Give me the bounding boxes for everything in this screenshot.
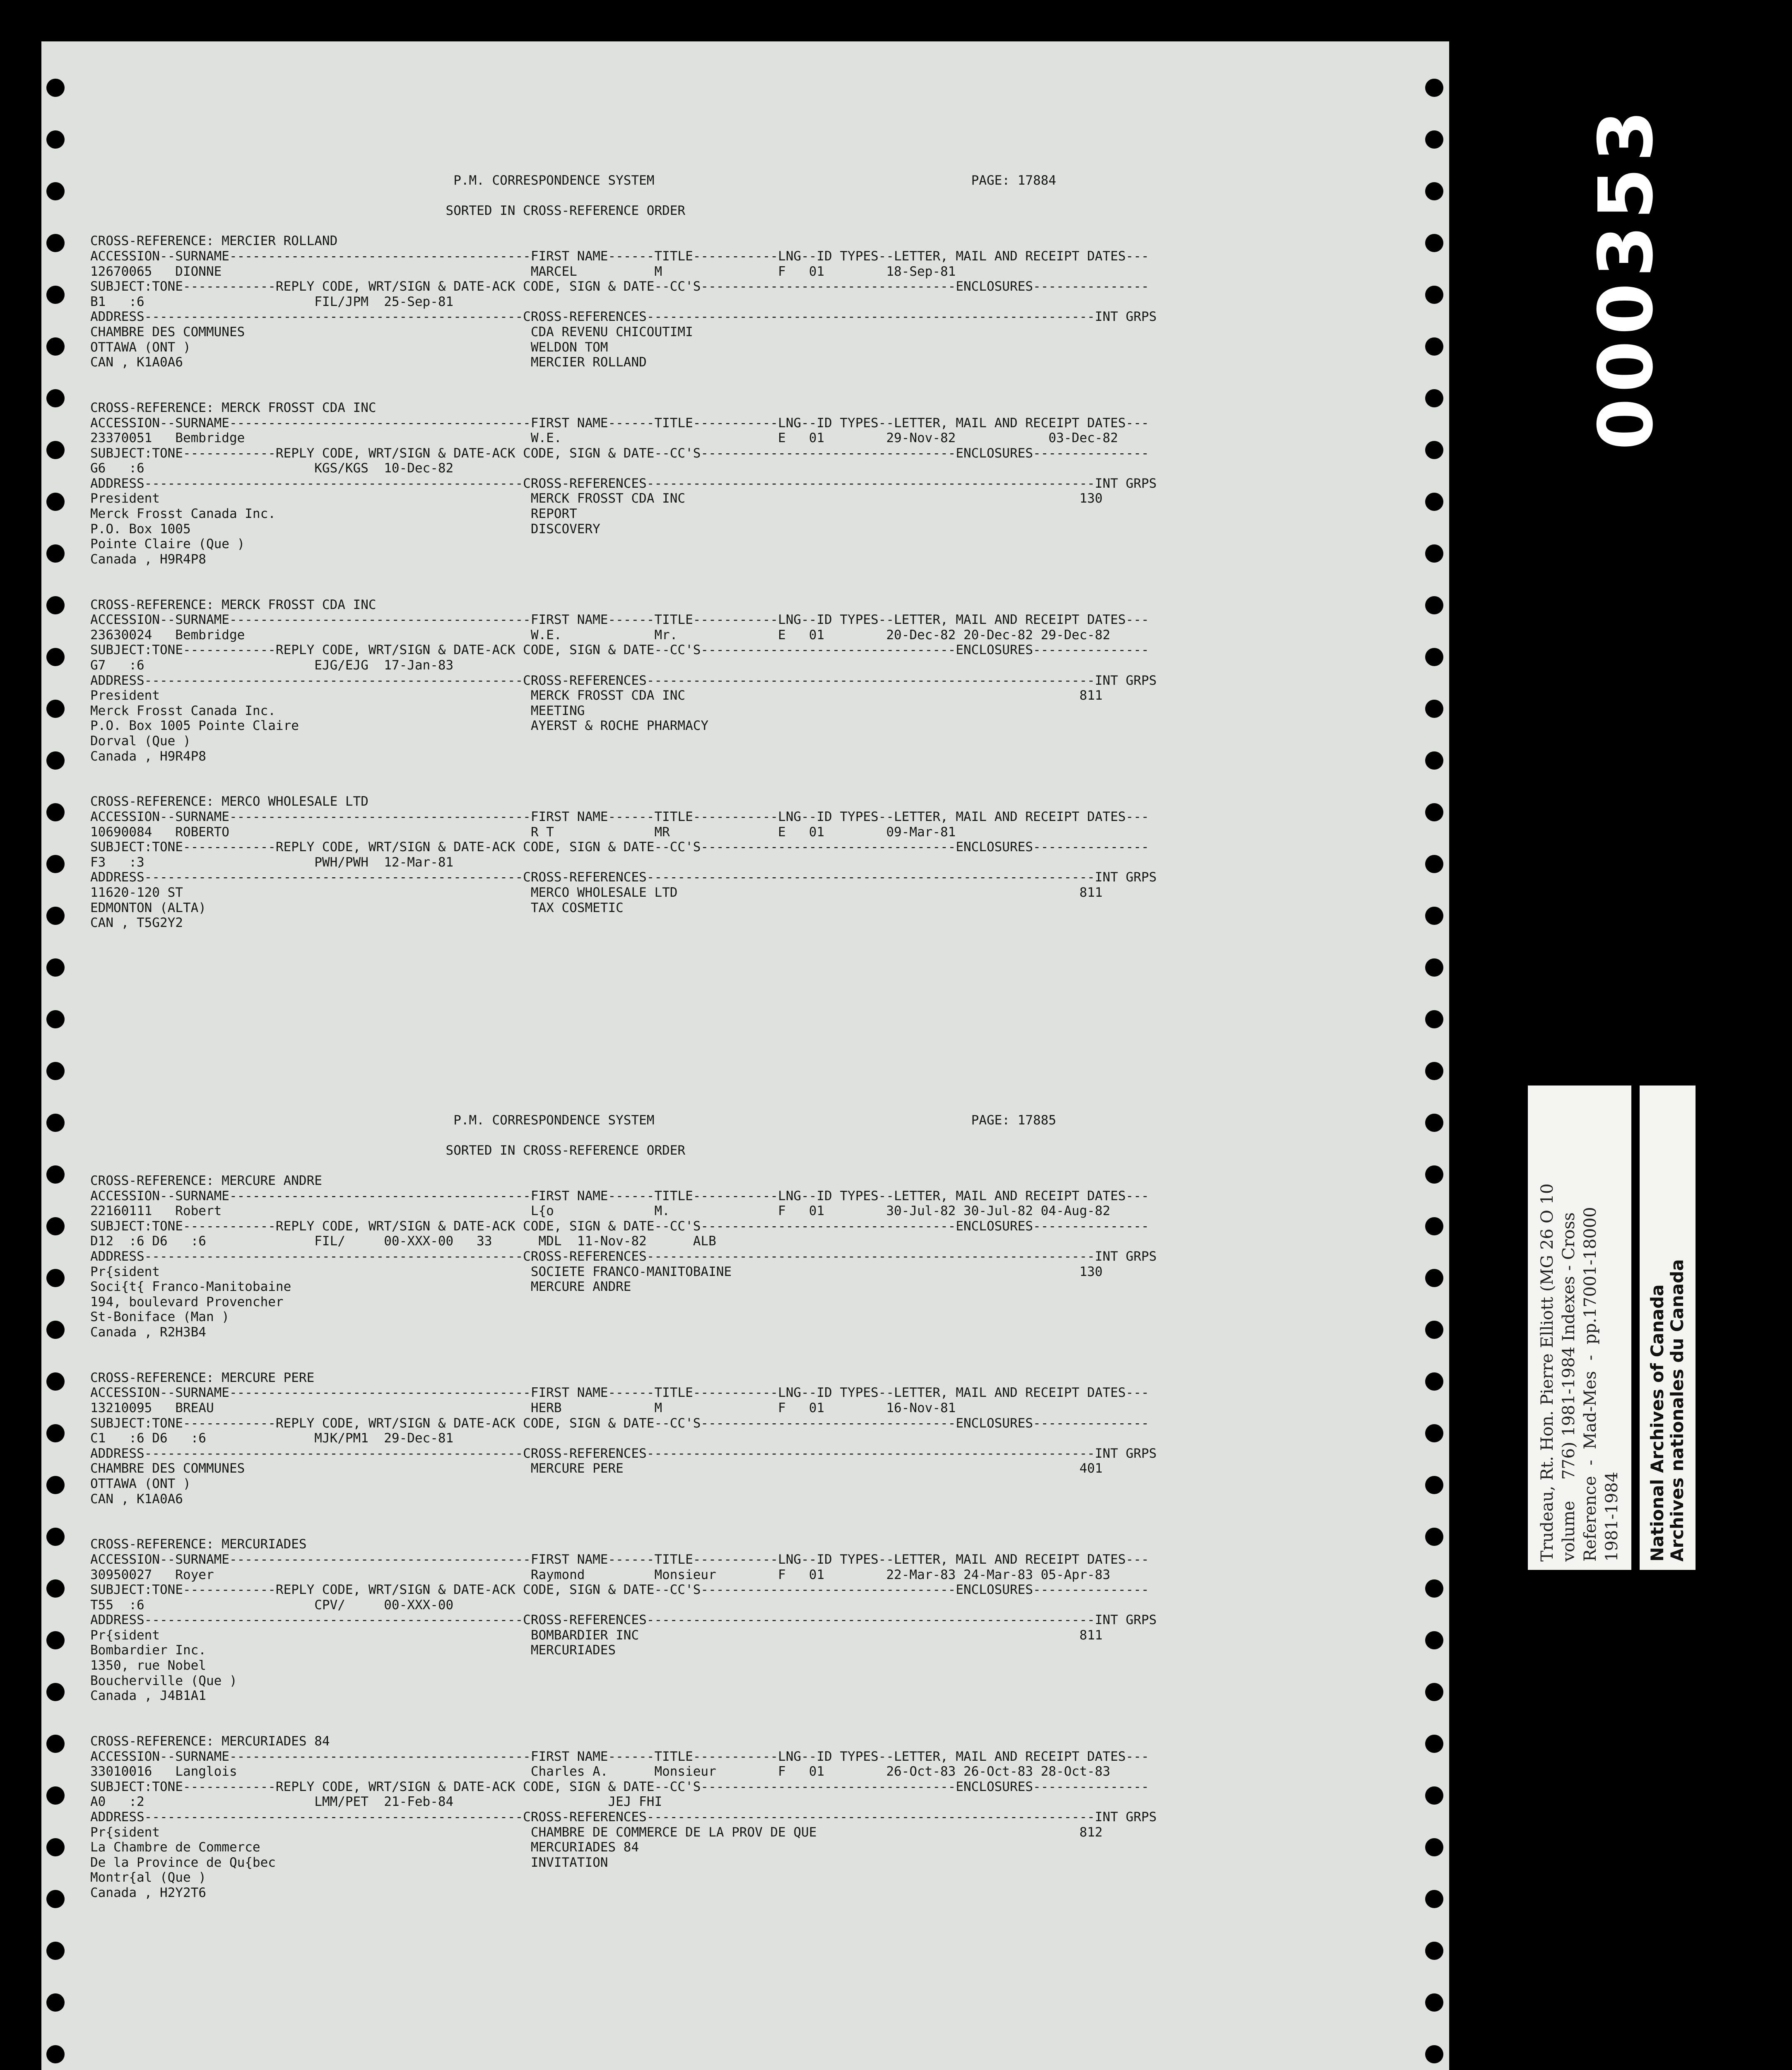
- institution-name-fr: Archives nationales du Canada: [1667, 1259, 1687, 1562]
- document-number-stamp: [1583, 96, 1670, 458]
- printout-line: Pr{sident CHAMBRE DE COMMERCE DE LA PROV DE QUE 812: [90, 1824, 1103, 1840]
- printout-line: B1 :6 FIL/JPM 25-Sep-81: [90, 294, 454, 309]
- printout-line: ACCESSION--SURNAME---------------------------------------FIRST NAME------TITLE-----------LNG--ID TYPES--LETTER, MAIL AND RECEIPT DATES---: [90, 1552, 1149, 1567]
- printout-line: [90, 1355, 1395, 1370]
- feed-hole: [46, 1786, 65, 1805]
- feed-hole: [1425, 1114, 1443, 1132]
- printout-line: ADDRESS-------------------------------------------------CROSS-REFERENCES----------------------------------------------------------INT GRPS: [90, 870, 1157, 885]
- feed-hole: [46, 79, 65, 97]
- feed-hole: [1425, 1372, 1443, 1391]
- printout-line: 12670065 DIONNE MARCEL M F 01 18-Sep-81: [90, 264, 956, 279]
- feed-hole: [1425, 234, 1443, 252]
- printout-line: 23370051 Bembridge W.E. E 01 29-Nov-82 03-Dec-82: [90, 431, 1118, 446]
- feed-hole: [46, 1114, 65, 1132]
- printout-line: Boucherville (Que ): [90, 1673, 237, 1688]
- printout-line: ACCESSION--SURNAME---------------------------------------FIRST NAME------TITLE-----------LNG--ID TYPES--LETTER, MAIL AND RECEIPT DATES---: [90, 248, 1149, 264]
- printout-line: ADDRESS-------------------------------------------------CROSS-REFERENCES----------------------------------------------------------INT GRPS: [90, 1249, 1157, 1264]
- feed-hole: [1425, 79, 1443, 97]
- printout-line: SUBJECT:TONE------------REPLY CODE, WRT/SIGN & DATE-ACK CODE, SIGN & DATE--CC'S---------------------------------ENCLOSURES---------------: [90, 840, 1149, 855]
- feed-hole: [1425, 648, 1443, 666]
- printout-line: P.O. Box 1005 Pointe Claire AYERST & ROCHE PHARMACY: [90, 718, 709, 734]
- printout-line: ADDRESS-------------------------------------------------CROSS-REFERENCES----------------------------------------------------------INT GRPS: [90, 1613, 1157, 1628]
- printout-line: SUBJECT:TONE------------REPLY CODE, WRT/SIGN & DATE-ACK CODE, SIGN & DATE--CC'S---------------------------------ENCLOSURES---------------: [90, 1779, 1149, 1794]
- feed-hole: [1425, 130, 1443, 149]
- printout-line: CROSS-REFERENCE: MERCURIADES: [90, 1537, 307, 1552]
- printout-line: OTTAWA (ONT ) WELDON TOM: [90, 339, 608, 355]
- printout-line: EDMONTON (ALTA) TAX COSMETIC: [90, 900, 624, 915]
- feed-hole: [46, 1735, 65, 1753]
- printout-line: F3 :3 PWH/PWH 12-Mar-81: [90, 854, 454, 870]
- printout-line: Pointe Claire (Que ): [90, 537, 245, 552]
- printout-line: P.M. CORRESPONDENCE SYSTEM PAGE: 17884: [90, 173, 1056, 188]
- printout-line: SUBJECT:TONE------------REPLY CODE, WRT/SIGN & DATE-ACK CODE, SIGN & DATE--CC'S---------------------------------ENCLOSURES---------------: [90, 1415, 1149, 1431]
- feed-hole: [1425, 1942, 1443, 1960]
- feed-hole: [1425, 1528, 1443, 1546]
- feed-hole: [1425, 700, 1443, 718]
- printout-line: Pr{sident SOCIETE FRANCO-MANITOBAINE 130: [90, 1264, 1103, 1279]
- printout-line: ADDRESS-------------------------------------------------CROSS-REFERENCES----------------------------------------------------------INT GRPS: [90, 309, 1157, 325]
- printout-line: [90, 370, 1395, 385]
- printout-line: Canada , H2Y2T6: [90, 1885, 206, 1900]
- printout-line: CROSS-REFERENCE: MERCK FROSST CDA INC: [90, 400, 376, 415]
- printout-line: SORTED IN CROSS-REFERENCE ORDER: [90, 203, 686, 219]
- printout-line: A0 :2 LMM/PET 21-Feb-84 JEJ FHI: [90, 1794, 662, 1810]
- feed-hole: [46, 751, 65, 770]
- feed-hole: [46, 1424, 65, 1442]
- feed-hole: [1425, 1683, 1443, 1701]
- feed-hole: [46, 1321, 65, 1339]
- feed-hole: [46, 596, 65, 614]
- institution-name-en: National Archives of Canada: [1647, 1284, 1667, 1562]
- printout-line: ACCESSION--SURNAME---------------------------------------FIRST NAME------TITLE-----------LNG--ID TYPES--LETTER, MAIL AND RECEIPT DATES---: [90, 1188, 1149, 1203]
- printout-line: La Chambre de Commerce MERCURIADES 84: [90, 1840, 639, 1855]
- printout-line: ADDRESS-------------------------------------------------CROSS-REFERENCES----------------------------------------------------------INT GRPS: [90, 1810, 1157, 1824]
- printout-line: SORTED IN CROSS-REFERENCE ORDER: [90, 1143, 686, 1158]
- feed-hole: [46, 1372, 65, 1391]
- feed-hole: [1425, 958, 1443, 977]
- feed-hole: [46, 286, 65, 304]
- feed-hole: [46, 1062, 65, 1080]
- printout-line: SUBJECT:TONE------------REPLY CODE, WRT/SIGN & DATE-ACK CODE, SIGN & DATE--CC'S---------------------------------ENCLOSURES---------------: [90, 1582, 1149, 1598]
- printout-line: SUBJECT:TONE------------REPLY CODE, WRT/SIGN & DATE-ACK CODE, SIGN & DATE--CC'S---------------------------------ENCLOSURES---------------: [90, 445, 1149, 461]
- printout-line: ACCESSION--SURNAME---------------------------------------FIRST NAME------TITLE-----------LNG--ID TYPES--LETTER, MAIL AND RECEIPT DATES---: [90, 809, 1149, 824]
- printout-line: ADDRESS-------------------------------------------------CROSS-REFERENCES----------------------------------------------------------INT GRPS: [90, 476, 1157, 491]
- feed-hole: [1425, 596, 1443, 614]
- printout-line: 13210095 BREAU HERB M F 01 16-Nov-81: [90, 1400, 956, 1415]
- printout-line: CHAMBRE DES COMMUNES CDA REVENU CHICOUTIMI: [90, 324, 693, 339]
- printout-line: [90, 779, 1395, 794]
- feed-hole: [1425, 1165, 1443, 1184]
- printout-line: SUBJECT:TONE------------REPLY CODE, WRT/SIGN & DATE-ACK CODE, SIGN & DATE--CC'S---------------------------------ENCLOSURES---------------: [90, 1218, 1149, 1234]
- feed-hole: [1425, 855, 1443, 873]
- feed-hole: [46, 1579, 65, 1598]
- feed-hole: [46, 1838, 65, 1856]
- feed-hole: [46, 389, 65, 407]
- archive-line: Trudeau, Rt. Hon. Pierre Elliott (MG 26 O 10: [1538, 1183, 1557, 1562]
- printout-line: Soci{t{ Franco-Manitobaine MERCURE ANDRE: [90, 1279, 631, 1295]
- printout-line: CROSS-REFERENCE: MERCK FROSST CDA INC: [90, 597, 376, 612]
- feed-hole: [46, 130, 65, 149]
- printout-line: [90, 1507, 1395, 1522]
- printout-line: P.M. CORRESPONDENCE SYSTEM PAGE: 17885: [90, 1112, 1056, 1128]
- printout-line: Canada , J4B1A1: [90, 1688, 206, 1704]
- feed-hole: [46, 1631, 65, 1649]
- printout-line: 22160111 Robert L{o M. F 01 30-Jul-82 30-Jul-82 04-Aug-82: [90, 1203, 1110, 1219]
- printout-line: [90, 764, 1395, 779]
- printout-line: C1 :6 D6 :6 MJK/PM1 29-Dec-81: [90, 1431, 454, 1446]
- document-number: 000353: [1583, 104, 1670, 450]
- feed-hole: [1425, 1838, 1443, 1856]
- printout-line: ACCESSION--SURNAME---------------------------------------FIRST NAME------TITLE-----------LNG--ID TYPES--LETTER, MAIL AND RECEIPT DATES---: [90, 415, 1149, 431]
- printout-line: 30950027 Royer Raymond Monsieur F 01 22-Mar-83 24-Mar-83 05-Apr-83: [90, 1567, 1110, 1582]
- printout-line: ACCESSION--SURNAME---------------------------------------FIRST NAME------TITLE-----------LNG--ID TYPES--LETTER, MAIL AND RECEIPT DATES---: [90, 1749, 1149, 1764]
- printout-line: ACCESSION--SURNAME---------------------------------------FIRST NAME------TITLE-----------LNG--ID TYPES--LETTER, MAIL AND RECEIPT DATES---: [90, 612, 1149, 628]
- feed-hole: [1425, 544, 1443, 563]
- printout-sheet: [41, 41, 1449, 2070]
- feed-hole: [1425, 389, 1443, 407]
- institution-text: [1647, 1094, 1687, 1562]
- feed-hole: [1425, 1010, 1443, 1028]
- printout-line: [90, 385, 1395, 400]
- feed-hole: [46, 2045, 65, 2063]
- feed-hole: [46, 1890, 65, 1908]
- feed-hole: [46, 441, 65, 459]
- feed-hole: [1425, 1217, 1443, 1235]
- printout-line: G6 :6 KGS/KGS 10-Dec-82: [90, 461, 454, 476]
- printout-line: 1350, rue Nobel: [90, 1658, 206, 1673]
- feed-hole: [46, 1942, 65, 1960]
- feed-hole: [1425, 2045, 1443, 2063]
- feed-hole: [46, 544, 65, 563]
- feed-hole: [1425, 1062, 1443, 1080]
- archive-line: volume 776) 1981-1984 Indexes - Cross: [1559, 1212, 1578, 1562]
- printout-line: Pr{sident BOMBARDIER INC 811: [90, 1627, 1103, 1643]
- printout-line: G7 :6 EJG/EJG 17-Jan-83: [90, 658, 454, 673]
- printout-line: CROSS-REFERENCE: MERCIER ROLLAND: [90, 233, 338, 249]
- printout-line: Merck Frosst Canada Inc. REPORT: [90, 506, 577, 522]
- printout-line: Canada , H9R4P8: [90, 551, 206, 567]
- printout-line: Canada , R2H3B4: [90, 1325, 206, 1340]
- printout-line: ACCESSION--SURNAME---------------------------------------FIRST NAME------TITLE-----------LNG--ID TYPES--LETTER, MAIL AND RECEIPT DATES---: [90, 1385, 1149, 1401]
- printout-line: President MERCK FROSST CDA INC 811: [90, 688, 1103, 703]
- feed-hole: [46, 1217, 65, 1235]
- feed-hole: [1425, 1476, 1443, 1494]
- feed-hole: [1425, 1424, 1443, 1442]
- printout-line: CHAMBRE DES COMMUNES MERCURE PERE 401: [90, 1461, 1103, 1476]
- printout-line: [90, 188, 1395, 204]
- printout-line: P.O. Box 1005 DISCOVERY: [90, 521, 600, 537]
- printout-line: [90, 1128, 1395, 1143]
- printout-line: CAN , T5G2Y2: [90, 915, 183, 931]
- page-gap: [90, 931, 1395, 1113]
- feed-hole: [46, 803, 65, 821]
- feed-hole: [1425, 751, 1443, 770]
- feed-hole: [46, 700, 65, 718]
- feed-hole: [1425, 1579, 1443, 1598]
- printout-line: De la Province de Qu{bec INVITATION: [90, 1855, 608, 1870]
- printout-line: CROSS-REFERENCE: MERCURE ANDRE: [90, 1173, 322, 1189]
- feed-hole: [1425, 907, 1443, 925]
- report-page-1: [90, 173, 1395, 931]
- feed-hole: [1425, 286, 1443, 304]
- printout-line: Canada , H9R4P8: [90, 749, 206, 764]
- printout-line: [90, 1158, 1395, 1173]
- printout-line: CAN , K1A0A6 MERCIER ROLLAND: [90, 355, 647, 370]
- printout-line: Merck Frosst Canada Inc. MEETING: [90, 703, 585, 718]
- printout-line: Bombardier Inc. MERCURIADES: [90, 1643, 616, 1658]
- feed-hole: [1425, 1321, 1443, 1339]
- feed-hole: [46, 1165, 65, 1184]
- feed-hole: [46, 1010, 65, 1028]
- printout-line: 10690084 ROBERTO R T MR E 01 09-Mar-81: [90, 824, 956, 840]
- printout-line: CAN , K1A0A6: [90, 1491, 183, 1507]
- printout-line: Dorval (Que ): [90, 733, 191, 749]
- archive-reference-label: [1528, 1086, 1631, 1570]
- institution-label: [1640, 1086, 1696, 1570]
- printout-line: Montr{al (Que ): [90, 1870, 206, 1885]
- feed-hole: [46, 182, 65, 200]
- printout-line: ADDRESS-------------------------------------------------CROSS-REFERENCES----------------------------------------------------------INT GRPS: [90, 673, 1157, 688]
- printout-line: [90, 1340, 1395, 1355]
- printout-line: CROSS-REFERENCE: MERCURE PERE: [90, 1370, 315, 1385]
- printout-line: [90, 219, 1395, 234]
- feed-hole: [1425, 1786, 1443, 1805]
- printout-line: ADDRESS-------------------------------------------------CROSS-REFERENCES----------------------------------------------------------INT GRPS: [90, 1446, 1157, 1461]
- printout-line: St-Boniface (Man ): [90, 1309, 229, 1325]
- feed-hole: [1425, 1631, 1443, 1649]
- feed-hole: [46, 1993, 65, 2012]
- printout-line: [90, 1522, 1395, 1537]
- feed-hole: [1425, 337, 1443, 356]
- archive-line: 1981-1984: [1602, 1471, 1621, 1562]
- printout-line: [90, 1704, 1395, 1719]
- feed-hole: [46, 907, 65, 925]
- feed-hole: [46, 855, 65, 873]
- printout-line: CROSS-REFERENCE: MERCO WHOLESALE LTD: [90, 794, 369, 809]
- feed-hole: [46, 648, 65, 666]
- printout-line: 11620-120 ST MERCO WHOLESALE LTD 811: [90, 885, 1103, 900]
- feed-hole: [46, 1528, 65, 1546]
- report-content: [90, 173, 1395, 1901]
- printout-line: [90, 1719, 1395, 1734]
- printout-line: T55 :6 CPV/ 00-XXX-00: [90, 1597, 454, 1613]
- feed-hole: [1425, 493, 1443, 511]
- printout-line: SUBJECT:TONE------------REPLY CODE, WRT/SIGN & DATE-ACK CODE, SIGN & DATE--CC'S---------------------------------ENCLOSURES---------------: [90, 279, 1149, 294]
- printout-line: SUBJECT:TONE------------REPLY CODE, WRT/SIGN & DATE-ACK CODE, SIGN & DATE--CC'S---------------------------------ENCLOSURES---------------: [90, 643, 1149, 658]
- feed-hole: [1425, 182, 1443, 200]
- feed-hole: [46, 1269, 65, 1287]
- archive-line: Reference - Mad-Mes - pp.17001-18000: [1581, 1207, 1600, 1562]
- printout-line: President MERCK FROSST CDA INC 130: [90, 491, 1103, 506]
- report-page-2: [90, 1113, 1395, 1901]
- feed-hole: [1425, 1269, 1443, 1287]
- printout-line: CROSS-REFERENCE: MERCURIADES 84: [90, 1734, 330, 1749]
- feed-hole: [46, 493, 65, 511]
- archive-reference-text: [1537, 1094, 1623, 1562]
- feed-hole: [46, 958, 65, 977]
- feed-hole: [1425, 803, 1443, 821]
- printout-line: D12 :6 D6 :6 FIL/ 00-XXX-00 33 MDL 11-Nov-82 ALB: [90, 1234, 716, 1249]
- printout-line: 194, boulevard Provencher: [90, 1294, 284, 1309]
- feed-hole: [46, 1683, 65, 1701]
- feed-hole: [46, 234, 65, 252]
- printout-line: [90, 582, 1395, 597]
- printout-line: [90, 567, 1395, 582]
- printout-line: 23630024 Bembridge W.E. Mr. E 01 20-Dec-82 20-Dec-82 29-Dec-82: [90, 627, 1110, 643]
- printout-line: 33010016 Langlois Charles A. Monsieur F 01 26-Oct-83 26-Oct-83 28-Oct-83: [90, 1764, 1110, 1779]
- feed-hole: [1425, 1993, 1443, 2012]
- feed-hole: [1425, 1735, 1443, 1753]
- printout-line: OTTAWA (ONT ): [90, 1476, 191, 1491]
- feed-hole: [1425, 441, 1443, 459]
- feed-hole: [1425, 1890, 1443, 1908]
- feed-hole: [46, 337, 65, 356]
- feed-hole: [46, 1476, 65, 1494]
